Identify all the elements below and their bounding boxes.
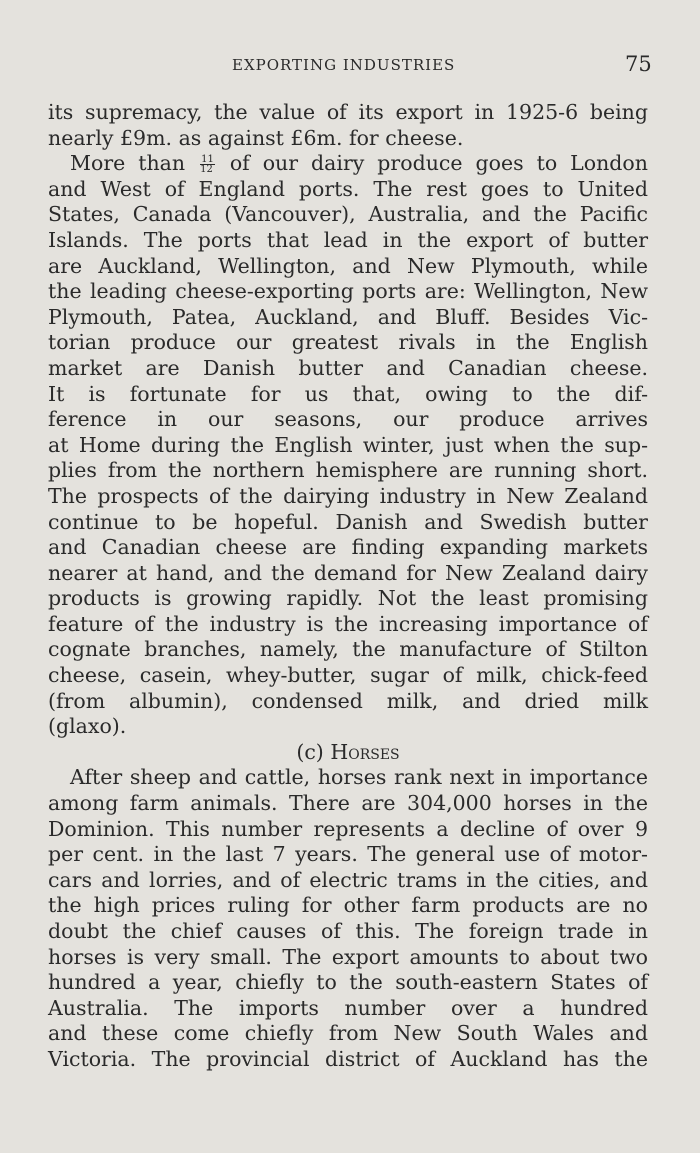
- text-line: per cent. in the last 7 years. The general use of motor-: [48, 842, 648, 867]
- text-line: cars and lorries, and of electric trams in the cities, and: [48, 867, 648, 892]
- text-line: torian produce our greatest rivals in the English: [48, 330, 648, 355]
- paragraph-1: [48, 100, 648, 151]
- text-line: horses is very small. The export amounts to about two: [48, 944, 648, 969]
- section-heading: [48, 740, 648, 766]
- text-line: Islands. The ports that lead in the export of butter: [48, 227, 648, 252]
- text-line: the leading cheese-exporting ports are: Wellington, New: [48, 279, 648, 304]
- text-fragment: More than: [70, 151, 186, 176]
- fraction-numerator: 11: [201, 154, 214, 166]
- text-line: It is fortunate for us that, owing to the dif-: [48, 381, 648, 406]
- chapter-title: EXPORTING INDUSTRIES: [232, 56, 456, 74]
- paragraph-2: [48, 151, 648, 740]
- text-line: cheese, casein, whey-butter, sugar of milk, chick-feed: [48, 663, 648, 688]
- text-line: After sheep and cattle, horses rank next in importance: [70, 765, 648, 790]
- fraction-denominator: 12: [200, 164, 213, 176]
- text-line: hundred a year, chiefly to the south-eastern States of: [48, 970, 648, 995]
- paragraph-3: [48, 765, 648, 1072]
- text-line: products is growing rapidly. Not the least promising: [48, 586, 648, 611]
- text-fragment: of our dairy produce goes to London: [229, 151, 648, 176]
- text-line: the high prices ruling for other farm products are no: [48, 893, 648, 918]
- text-line: (from albumin), condensed milk, and dried milk: [48, 688, 648, 713]
- running-header: [0, 52, 700, 78]
- text-line: plies from the northern hemisphere are running short.: [48, 458, 648, 483]
- text-line: feature of the industry is the increasing importance of: [48, 611, 648, 636]
- text-line: nearer at hand, and the demand for New Zealand dairy: [48, 560, 648, 585]
- page-number: 75: [625, 52, 652, 76]
- text-line: doubt the chief causes of this. The foreign trade in: [48, 919, 648, 943]
- text-line: States, Canada (Vancouver), Australia, and the Pacific: [48, 202, 648, 227]
- text-line: cognate branches, namely, the manufacture of Stilton: [48, 637, 648, 662]
- text-line: at Home during the English winter, just when the sup-: [48, 432, 648, 457]
- text-line: and these come chiefly from New South Wales and: [48, 1021, 648, 1046]
- text-line: The prospects of the dairying industry in New Zealand: [48, 483, 648, 508]
- fraction: [200, 155, 215, 174]
- body-text: [48, 100, 648, 1073]
- section-marker: (c): [296, 739, 324, 764]
- section-title: Horses: [330, 739, 400, 764]
- text-line: market are Danish butter and Canadian cheese.: [48, 355, 648, 380]
- text-line: ference in our seasons, our produce arrives: [48, 407, 648, 432]
- text-line: are Auckland, Wellington, and New Plymouth, while: [48, 253, 648, 278]
- text-line: Dominion. This number represents a decline of over 9: [48, 816, 648, 841]
- text-line: and West of England ports. The rest goes to United: [48, 176, 648, 201]
- text-line: among farm animals. There are 304,000 horses in the: [48, 791, 648, 816]
- text-line: and Canadian cheese are finding expanding markets: [48, 535, 648, 560]
- text-line: continue to be hopeful. Danish and Swedish butter: [48, 509, 648, 534]
- text-line: (glaxo).: [48, 714, 127, 739]
- text-line: its supremacy, the value of its export in 1925-6 being: [48, 100, 648, 124]
- text-line: [48, 151, 648, 177]
- text-line: Australia. The imports number over a hundred: [48, 995, 648, 1020]
- text-line: Victoria. The provincial district of Auckland has the: [48, 1046, 648, 1071]
- text-line: nearly £9m. as against £6m. for cheese.: [48, 125, 464, 150]
- text-line: Plymouth, Patea, Auckland, and Bluff. Besides Vic-: [48, 304, 648, 329]
